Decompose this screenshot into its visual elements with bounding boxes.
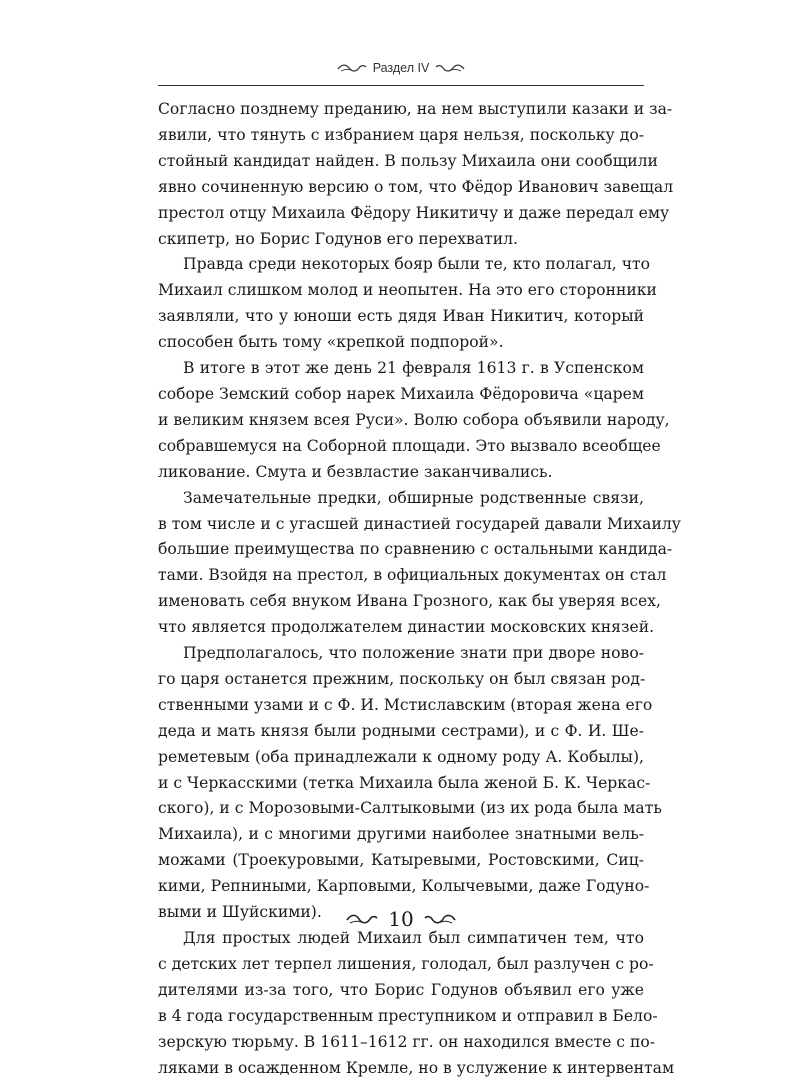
text-line: ского), и с Морозовыми-Салтыковыми (из их рода была мать (158, 799, 662, 818)
text-line: соборе Земский собор нарек Михаила Фёдоровича «царем (158, 384, 644, 403)
text-line: стойный кандидат найден. В пользу Михаила они сообщили (158, 151, 658, 170)
section-title: Раздел IV (372, 61, 430, 75)
text-line: явно сочиненную версию о том, что Фёдор Иванович завещал (158, 177, 674, 196)
text-line: дителями из-за того, что Борис Годунов объявил его уже (158, 980, 644, 999)
text-line: зерскую тюрьму. В 1611–1612 гг. он находился вместе с по- (158, 1032, 656, 1051)
left-ornament-icon (346, 913, 378, 925)
right-ornament-icon (435, 63, 465, 73)
text-line: и с Черкасскими (тетка Михаила была женой Б. К. Черкас- (158, 773, 651, 792)
text-line: престол отцу Михаила Фёдору Никитичу и даже передал ему (158, 203, 670, 222)
text-line: Предполагалось, что положение знати при дворе ново- (183, 644, 644, 663)
text-line: Михаила), и с многими другими наиболее знатными вель- (158, 825, 644, 844)
text-line: и великим князем всея Руси». Волю собора объявили народу, (158, 410, 670, 429)
left-ornament-icon (337, 63, 367, 73)
text-line: явили, что тянуть с избранием царя нельзя, поскольку до- (158, 125, 644, 144)
text-line: тами. Взойдя на престол, в официальных документах он стал (158, 566, 667, 585)
text-line: Замечательные предки, обширные родственные связи, (183, 488, 644, 507)
text-line: заявляли, что у юноши есть дядя Иван Никитич, который (158, 307, 644, 326)
text-line: ственными узами и с Ф. И. Мстиславским (вторая жена его (158, 695, 653, 714)
text-line: го царя останется прежним, поскольку он был связан род- (158, 669, 646, 688)
text-line: с детских лет терпел лишения, голодал, был разлучен с ро- (158, 954, 654, 973)
running-header (158, 58, 644, 78)
body-text (158, 97, 681, 1081)
text-line: большие преимущества по сравнению с остальными кандида- (158, 540, 673, 559)
text-line: способен быть тому «крепкой подпорой». (158, 333, 504, 352)
text-line: В итоге в этот же день 21 февраля 1613 г. в Успенском (183, 359, 644, 378)
page-footer (158, 907, 644, 931)
text-line: реметевым (оба принадлежали к одному роду А. Кобылы), (158, 747, 644, 766)
text-line: Михаил слишком молод и неопытен. На это его сторонники (158, 281, 657, 300)
text-line: в 4 года государственным преступником и отправил в Бело- (158, 1006, 658, 1025)
right-ornament-icon (424, 913, 456, 925)
text-line: кими, Репниными, Карповыми, Колычевыми, даже Годуно- (158, 877, 650, 896)
page-number: 10 (388, 907, 414, 931)
text-line: деда и мать князя были родными сестрами), и с Ф. И. Ше- (158, 721, 644, 740)
text-line: Согласно позднему преданию, на нем выступили казаки и за- (158, 100, 673, 118)
text-line: в том числе и с угасшей династией государей давали Михаилу (158, 514, 681, 533)
header-rule (158, 85, 644, 86)
running-header-title-row (158, 58, 644, 78)
text-line: можами (Троекуровыми, Катыревыми, Ростовскими, Сиц- (158, 851, 644, 870)
text-line: Для простых людей Михаил был симпатичен тем, что (183, 929, 644, 947)
text-line: скипетр, но Борис Годунов его перехватил. (158, 229, 519, 248)
text-line: ликование. Смута и безвластие заканчивались. (158, 462, 553, 481)
text-line: что является продолжателем династии московских князей. (158, 618, 655, 637)
text-line: собравшемуся на Соборной площади. Это вызвало всеобщее (158, 436, 661, 455)
text-line: Правда среди некоторых бояр были те, кто полагал, что (183, 255, 651, 274)
text-line: ляками в осажденном Кремле, но в услужение к интервентам (158, 1058, 675, 1077)
text-line: выми и Шуйскими). (158, 903, 322, 922)
text-line: именовать себя внуком Ивана Грозного, как бы уверяя всех, (158, 592, 661, 611)
